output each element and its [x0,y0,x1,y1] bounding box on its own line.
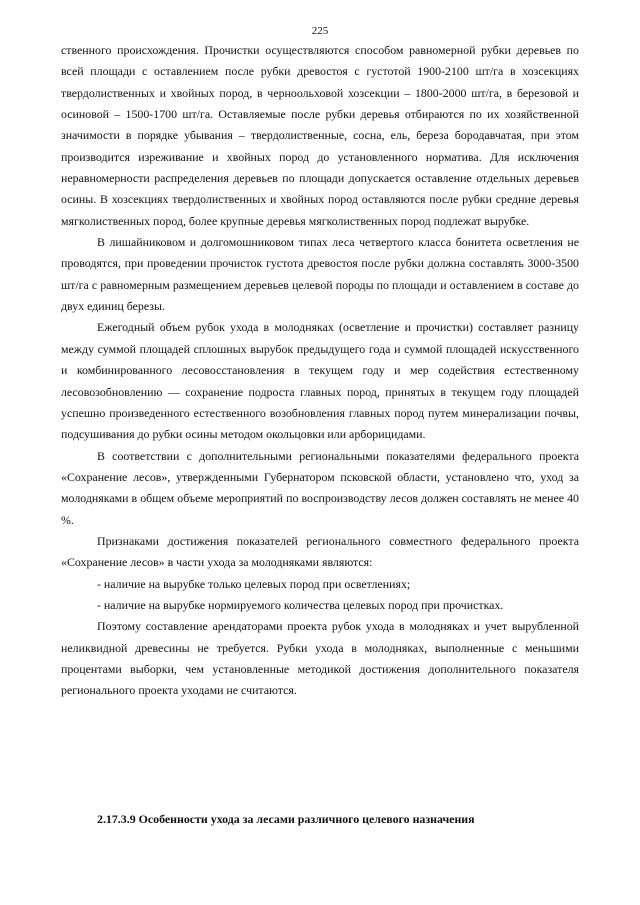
list-item: - наличие на вырубке только целевых пород при осветлениях; [97,576,411,591]
section-heading: 2.17.3.9 Особенности ухода за лесами различного целевого назначения [97,812,475,826]
paragraph: В соответствии с дополнительными региональными показателями федерального проекта «Сохранение лесов», утвержденными Губернатором псковской области, установлено что, уход за молодняками в общем объеме мероприятий по воспроизводству лесов должен составлять не менее 40 %. [61,448,579,527]
paragraph: Ежегодный объем рубок ухода в молодняках (осветление и прочистки) составляет разницу между суммой площадей сплошных вырубок предыдущего года и суммой площадей искусственного и комбинированного лесовосстановления в текущем году и мер содействия естественному лесовозобновлению — сохранение подроста главных пород, принятых в текущем году площадей успешно произведенного естественного возобновления главных пород путем минерализации почвы, подсушивания до рубки осины методом окольцовки или арборицидами. [61,320,579,442]
document-body [61,40,579,702]
page-number: 225 [311,25,329,37]
paragraph: ственного происхождения. Прочистки осуществляются способом равномерной рубки деревьев по всей площади с оставлением после рубки древостоя с густотой 1900-2100 шт/га в хозсекциях твердолиственных и хвойных пород, в черноольховой хозсекции – 1800-2000 шт/га, в березовой и осиновой – 1500-1700 шт/га. Оставляемые после рубки деревья отбираются по их хозяйственной значимости в порядке убывания – твердолиственные, сосна, ель, береза бородавчатая, при этом производится изреживание и хвойных пород до установленного норматива. Для исключения неравномерности распределения деревьев по площади допускается оставление отдельных деревьев осины. В хозсекциях твердолиственных и хвойных пород оставляются после рубки средние деревья мягколиственных пород, более крупные деревья мягколиственных пород подлежат вырубке. [61,43,579,228]
paragraph: Поэтому составление арендаторами проекта рубок ухода в молодняках и учет вырубленной неликвидной древесины не требуется. Рубки ухода в молодняках, выполненные с меньшими процентами выборки, чем установленные методикой достижения дополнительного показателя регионального проекта уходами не считаются. [61,619,579,698]
list-item: - наличие на вырубке нормируемого количества целевых пород при прочистках. [97,597,504,612]
paragraph: Признаками достижения показателей регионального совместного федерального проекта «Сохранение лесов» в части ухода за молодняками являются: [61,533,579,570]
paragraph: В лишайниковом и долгомошниковом типах леса четвертого класса бонитета осветления не проводятся, при проведении прочисток густота древостоя после рубки должна составлять 3000-3500 шт/га с равномерным размещением деревьев целевой породы по площади и оставлением в составе до двух единиц березы. [61,235,579,314]
